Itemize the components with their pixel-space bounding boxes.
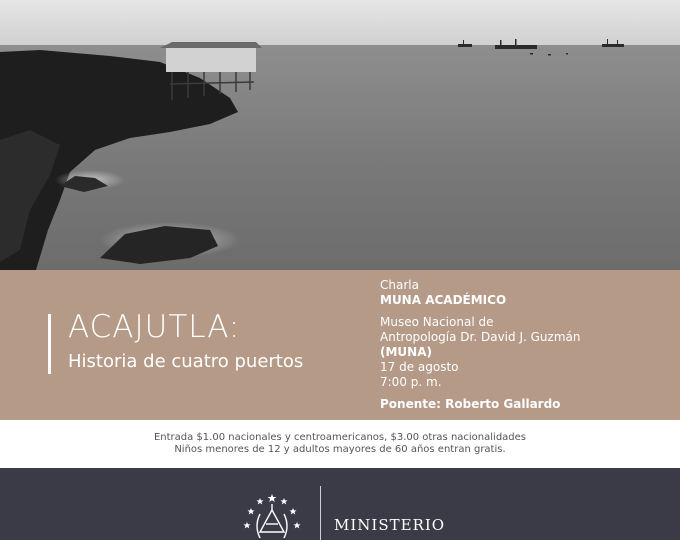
page-subtitle: Historia de cuatro puertos	[68, 351, 304, 372]
venue-abbreviation: (MUNA)	[380, 345, 432, 359]
footer-divider	[320, 486, 321, 540]
entry-price-line: Entrada $1.00 nacionales y centroamericanos, $3.00 otras nacionalidades	[153, 432, 527, 443]
title-accent-bar	[48, 314, 51, 374]
event-time: 7:00 p. m.	[380, 375, 442, 389]
event-type: Charla	[380, 278, 419, 292]
venue-line-2: Antropología Dr. David J. Guzmán	[380, 330, 581, 344]
ministry-name: MINISTERIO	[334, 516, 446, 534]
entry-info	[0, 420, 680, 468]
event-info	[380, 278, 676, 412]
event-speaker: Ponente: Roberto Gallardo	[380, 397, 561, 411]
event-program: MUNA ACADÉMICO	[380, 293, 507, 307]
venue-line-1: Museo Nacional de	[380, 315, 494, 329]
footer	[0, 468, 680, 540]
event-date: 17 de agosto	[380, 360, 459, 374]
page-title: ACAJUTLA:	[68, 309, 241, 345]
event-band	[0, 270, 680, 420]
national-seal-icon	[240, 490, 304, 540]
entry-free-line: Niños menores de 12 y adultos mayores de 60 años entran gratis.	[174, 444, 506, 455]
